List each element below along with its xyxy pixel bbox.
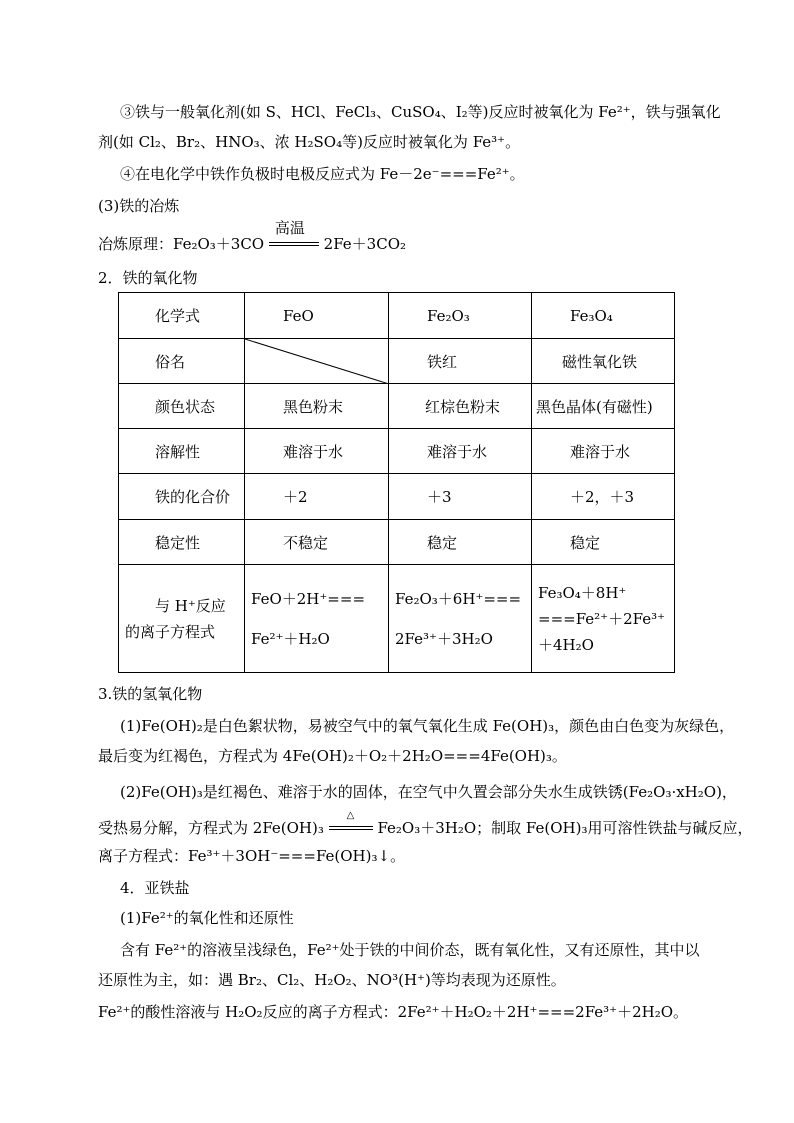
table-row [119, 474, 675, 520]
heat-symbol: △ [346, 810, 355, 821]
table-row-ion-equations [119, 565, 675, 673]
table-cell: 稳定 [532, 520, 675, 565]
diagonal-line [245, 339, 389, 384]
smelting-equation [98, 219, 407, 254]
reaction-arrow [329, 810, 373, 838]
table-cell: 溶解性 [119, 429, 245, 474]
table-cell: FeO＋2H⁺=== Fe²⁺＋H₂O [245, 565, 389, 673]
table-cell: 颜色状态 [119, 384, 245, 429]
table-cell: 俗名 [119, 339, 245, 384]
table-cell: 铁红 [389, 339, 532, 384]
table-header: Fe₂O₃ [389, 293, 532, 339]
table-row [119, 520, 675, 565]
section-heading: 3.铁的氢氧化物 [98, 685, 203, 703]
equation-right: 2Fe＋3CO₂ [323, 235, 407, 253]
text-line: 还原性为主，如：遇 Br₂、Cl₂、H₂O₂、NO³(H⁺)等均表现为还原性。 [98, 971, 566, 989]
table-row [119, 339, 675, 384]
section-heading: (3)铁的冶炼 [98, 197, 180, 215]
section-heading: 2．铁的氧化物 [98, 269, 198, 287]
table-header: FeO [245, 293, 389, 339]
text-line: Fe²⁺的酸性溶液与 H₂O₂反应的离子方程式：2Fe²⁺＋H₂O₂＋2H⁺===2Fe³⁺＋2H₂O。 [98, 1003, 689, 1021]
table-cell: 红棕色粉末 [389, 384, 532, 429]
text-line: 离子方程式：Fe³⁺＋3OH⁻===Fe(OH)₃↓。 [98, 847, 406, 865]
table-cell: ＋2，＋3 [532, 474, 675, 520]
table-cell: 难溶于水 [245, 429, 389, 474]
text-line: (2)Fe(OH)₃是红褐色、难溶于水的固体，在空气中久置会部分失水生成铁锈(Fe₂O₃·xH₂O)， [120, 783, 737, 801]
table-cell: ＋2 [245, 474, 389, 520]
equation-left: 冶炼原理：Fe₂O₃＋3CO [98, 235, 265, 253]
table-cell: 稳定 [389, 520, 532, 565]
table-header-row [119, 293, 675, 339]
text-line: 剂(如 Cl₂、Br₂、HNO₃、浓 H₂SO₄等)反应时被氧化为 Fe³⁺。 [98, 133, 521, 151]
text-line: 受热易分解，方程式为 2Fe(OH)₃ △ Fe₂O₃＋3H₂O；制取 Fe(OH)₃用可溶性铁盐与碱反应， [98, 818, 753, 838]
text-line: ④在电化学中铁作负极时电极反应式为 Fe－2e⁻===Fe²⁺。 [120, 165, 525, 183]
table-row [119, 384, 675, 429]
table-cell: Fe₃O₄＋8H⁺ ===Fe²⁺＋2Fe³⁺ ＋4H₂O [532, 565, 675, 673]
table-cell: 铁的化合价 [119, 474, 245, 520]
subsection-heading: (1)Fe²⁺的氧化性和还原性 [120, 909, 294, 927]
table-cell: 稳定性 [119, 520, 245, 565]
iron-oxides-table [118, 292, 675, 673]
diagonal-cell [245, 339, 389, 384]
table-cell: 难溶于水 [389, 429, 532, 474]
table-header: Fe₃O₄ [532, 293, 675, 339]
text-line: 最后变为红褐色，方程式为 4Fe(OH)₂＋O₂＋2H₂O===4Fe(OH)₃。 [98, 747, 567, 765]
text-line: 含有 Fe²⁺的溶液呈浅绿色，Fe²⁺处于铁的中间价态，既有氧化性，又有还原性，其中以 [120, 941, 700, 959]
table-cell: Fe₂O₃＋6H⁺=== 2Fe³⁺＋3H₂O [389, 565, 532, 673]
reaction-arrow [269, 219, 319, 254]
table-cell: 与 H⁺反应 的离子方程式 [119, 565, 245, 673]
reaction-condition: 高温 [274, 219, 305, 237]
table-header: 化学式 [119, 293, 245, 339]
text-line: (1)Fe(OH)₂是白色絮状物，易被空气中的氧气氧化生成 Fe(OH)₃，颜色由白色变为灰绿色， [120, 717, 735, 735]
table-cell: 黑色晶体(有磁性) [532, 384, 675, 429]
text-line: ③铁与一般氧化剂(如 S、HCl、FeCl₃、CuSO₄、I₂等)反应时被氧化为 Fe²⁺，铁与强氧化 [120, 103, 721, 121]
table-cell: ＋3 [389, 474, 532, 520]
table-row [119, 429, 675, 474]
section-heading: 4．亚铁盐 [120, 879, 190, 897]
table-cell: 不稳定 [245, 520, 389, 565]
table-cell: 磁性氧化铁 [532, 339, 675, 384]
table-cell: 黑色粉末 [245, 384, 389, 429]
table-cell: 难溶于水 [532, 429, 675, 474]
